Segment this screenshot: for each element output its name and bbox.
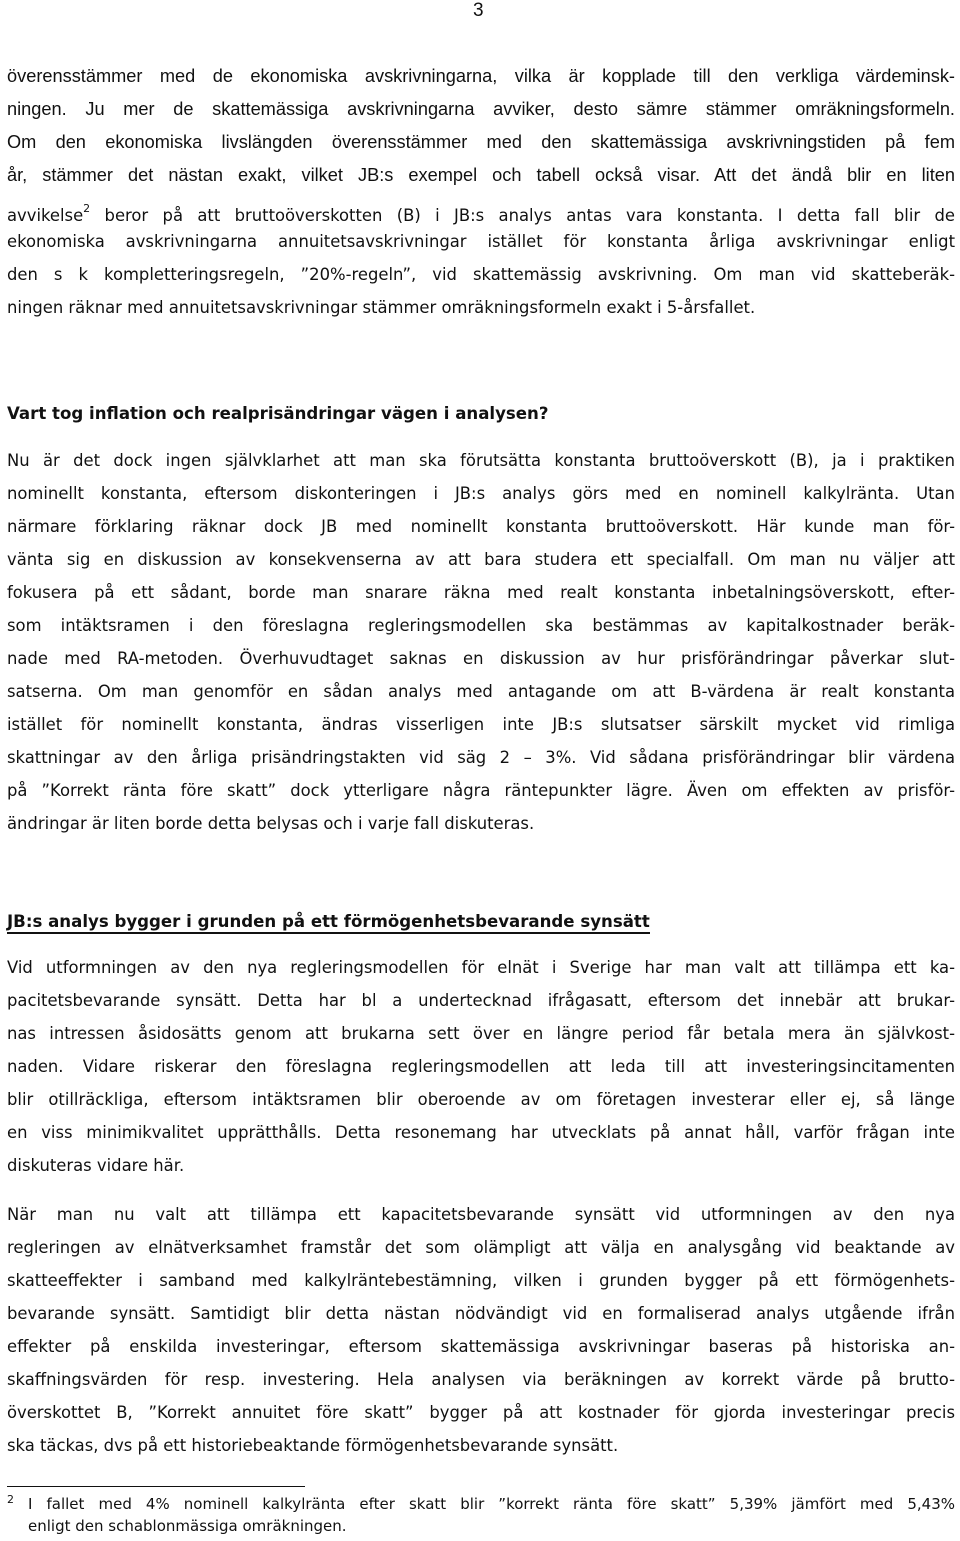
text-line: Om den ekonomiska livslängden överensstämmer med den skattemässiga avskrivningstiden på fem (7, 132, 955, 152)
text-line: som intäktsramen i den föreslagna regleringsmodellen ska bestämmas av kapitalkostnader beräk- (7, 616, 955, 635)
text-line: ändringar är liten borde detta belysas och i varje fall diskuteras. (7, 814, 535, 833)
text-line: Nu är det dock ingen självklarhet att man ska förutsätta konstanta bruttoöverskott (B), ja i praktiken (7, 451, 955, 470)
text-line: skaffningsvärden för resp. investering. Hela analysen via beräkningen av korrekt värde på brutto- (7, 1370, 955, 1389)
text-span: beror på att bruttoöverskotten (B) i JB:s analys antas vara konstanta. I detta fall blir de (90, 206, 955, 225)
text-line: på ”Korrekt ränta före skatt” dock ytterligare några räntepunkter lägre. Även om effekten av prisför- (7, 781, 955, 800)
footnote (7, 1493, 955, 1537)
text-line: pacitetsbevarande synsätt. Detta har bl a undertecknad ifrågasatt, eftersom det innebär att brukar- (7, 991, 955, 1010)
text-line: ningen. Ju mer de skattemässiga avskrivningarna avviker, desto sämre stämmer omräkningsformeln. (7, 99, 955, 119)
text-line: skattningar av den årliga prisändringstakten vid säg 2 – 3%. Vid sådana prisförändringar blir värdena (7, 748, 955, 767)
paragraph-2 (7, 444, 955, 840)
section-heading (7, 912, 650, 931)
text-line: vänta sig en diskussion av konsekvenserna av att bara studera ett specialfall. Om man nu väljer att (7, 550, 955, 569)
text-line: blir otillräckliga, eftersom intäktsramen blir oberoende av om företagen investerar eller ej, så länge (7, 1090, 955, 1109)
text-line: naden. Vidare riskerar den föreslagna regleringsmodellen att leda till att investeringsincitamenten (7, 1057, 955, 1076)
text-line: ekonomiska avskrivningarna annuitetsavskrivningar istället för konstanta årliga avskrivningar enligt (7, 232, 955, 251)
text-line: bevarande synsätt. Samtidigt blir detta nästan nödvändigt vid en formaliserad analys utgående ifrån (7, 1304, 955, 1323)
paragraph-4 (7, 1198, 955, 1462)
text-line: år, stämmer det nästan exakt, vilket JB:s exempel och tabell också visar. Att det ändå blir en liten (7, 165, 955, 185)
footnote-divider (7, 1486, 305, 1487)
text-line: nas intressen åsidosätts genom att brukarna sett över en längre period får betala mera än självkost- (7, 1024, 955, 1043)
section-heading-text: JB:s analys bygger i grunden på ett förmögenhetsbevarande synsätt (7, 912, 650, 934)
footnote-mark: 2 (7, 1493, 14, 1506)
text-line: fokusera på ett sådant, borde man snarare räkna med realt konstanta inbetalningsöverskott, efter- (7, 583, 955, 602)
text-line: närmare förklaring räknar dock JB med nominellt konstanta bruttoöverskott. Här kunde man för- (7, 517, 955, 536)
text-line: den s k kompletteringsregeln, ”20%-regeln”, vid skattemässig avskrivning. Om man vid skatteberäk- (7, 265, 955, 284)
footnote-text (28, 1493, 955, 1537)
text-span: avvikelse (7, 206, 84, 225)
text-line (7, 192, 955, 225)
text-line: ska täckas, dvs på ett historiebeaktande förmögenhetsbevarande synsätt. (7, 1436, 619, 1455)
footnote-line: I fallet med 4% nominell kalkylränta efter skatt blir ”korrekt ränta före skatt” 5,39% jämfört med 5,43% (28, 1495, 955, 1513)
paragraph-3 (7, 951, 955, 1182)
text-line: Vid utformningen av den nya regleringsmodellen för elnät i Sverige har man valt att tillämpa ett ka- (7, 958, 955, 977)
text-line: ningen räknar med annuitetsavskrivningar stämmer omräkningsformeln exakt i 5-årsfallet. (7, 298, 756, 317)
text-line: När man nu valt att tillämpa ett kapacitetsbevarande synsätt vid utformningen av den nya (7, 1205, 955, 1224)
text-line: satserna. Om man genomför en sådan analys med antagande om att B-värdena är realt konstanta (7, 682, 955, 701)
paragraph-1 (7, 60, 955, 324)
text-line: en viss minimikvalitet upprätthålls. Detta resonemang har utvecklats på annat håll, varför frågan inte (7, 1123, 955, 1142)
footnote-reference: 2 (83, 202, 91, 215)
text-line: överensstämmer med de ekonomiska avskrivningarna, vilka är kopplade till den verkliga värdeminsk- (7, 66, 955, 86)
text-line: regleringen av elnätverksamhet framstår det som olämpligt att välja en analysgång vid beaktande av (7, 1238, 955, 1257)
text-line: nade med RA-metoden. Överhuvudtaget saknas en diskussion av hur prisförändringar påverkar slut- (7, 649, 955, 668)
text-line: diskuteras vidare här. (7, 1156, 185, 1175)
text-line: skatteeffekter i samband med kalkylräntebestämning, vilken i grunden bygger på ett förmögenhets- (7, 1271, 955, 1290)
text-line: överskottet B, ”Korrekt annuitet före skatt” bygger på att kostnader för gjorda investeringar precis (7, 1403, 955, 1422)
text-line: istället för nominellt konstanta, ändras visserligen inte JB:s slutsatser särskilt mycket vid rimliga (7, 715, 955, 734)
footnote-line: enligt den schablonmässiga omräkningen. (28, 1517, 347, 1535)
page-number: 3 (473, 0, 484, 21)
text-line: nominellt konstanta, eftersom diskonteringen i JB:s analys görs med en nominell kalkylränta. Utan (7, 484, 955, 503)
section-heading: Vart tog inflation och realprisändringar vägen i analysen? (7, 404, 549, 423)
text-line: effekter på enskilda investeringar, eftersom skattemässiga avskrivningar baseras på historiska an- (7, 1337, 955, 1356)
